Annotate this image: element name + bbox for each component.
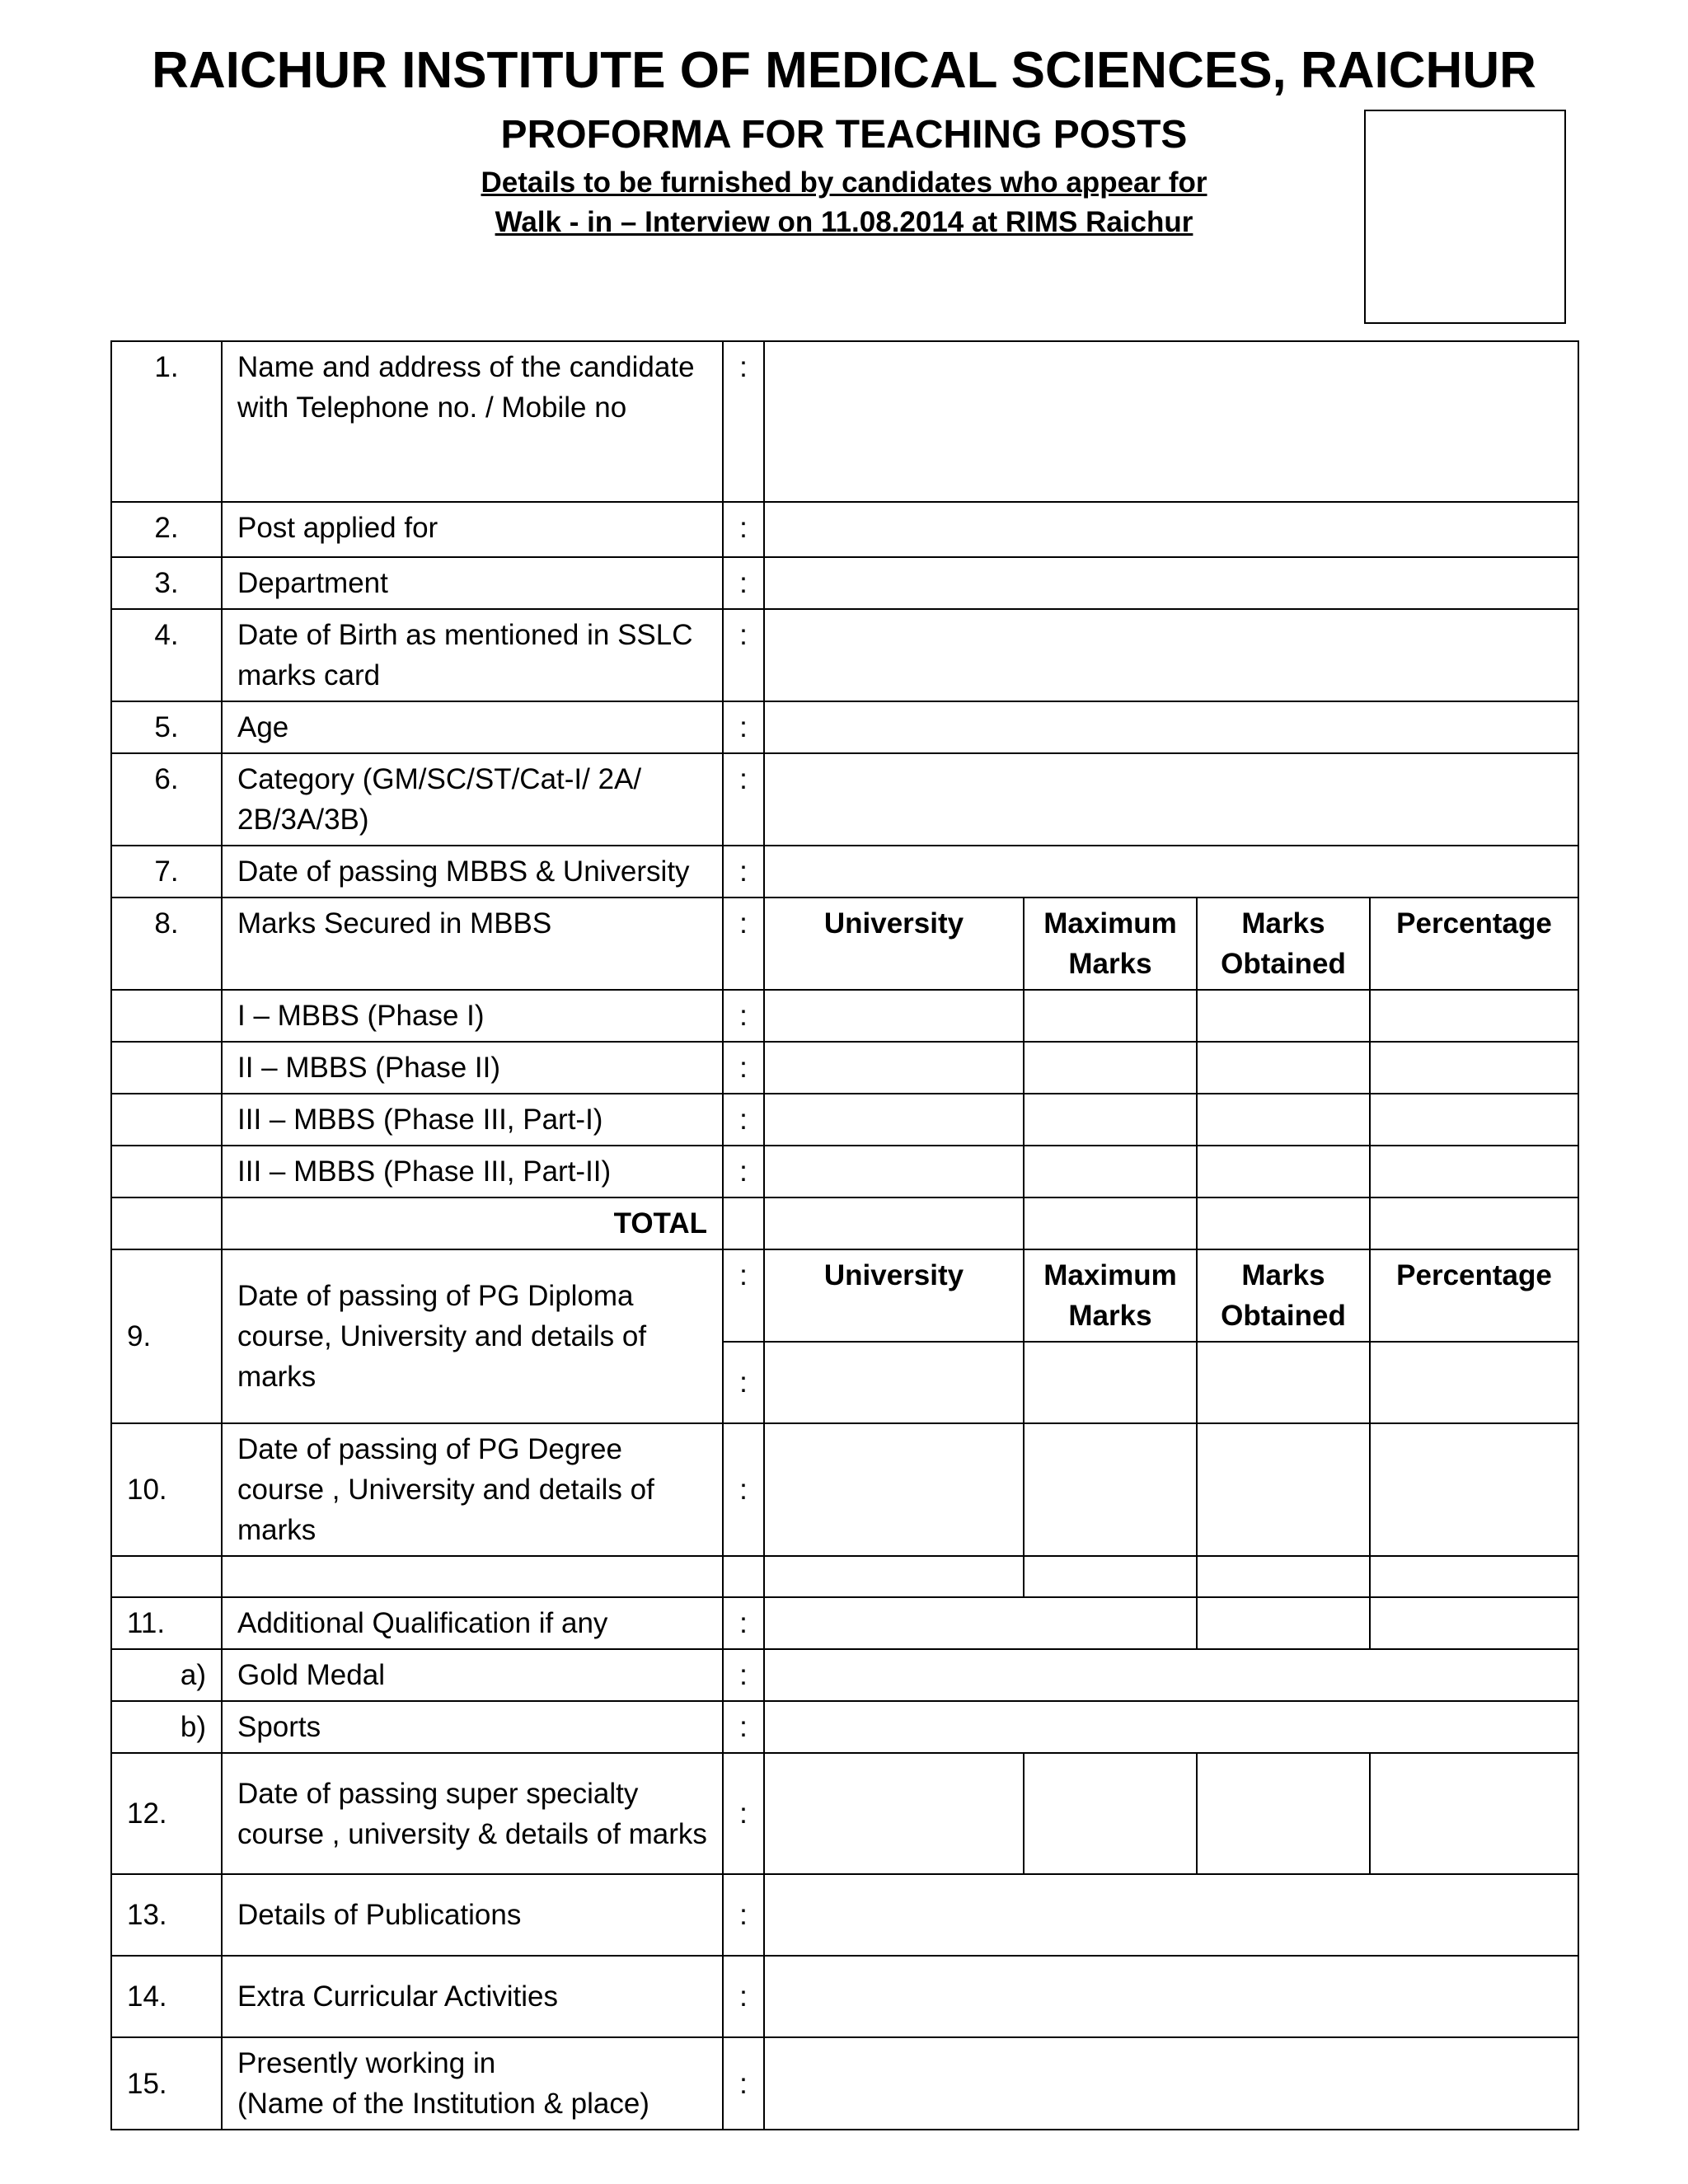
field-label: Date of passing of PG Diploma course, University and details of marks [222, 1249, 723, 1423]
table-row [111, 2037, 1578, 2130]
table-row [111, 557, 1578, 609]
input-cell[interactable] [1370, 1094, 1578, 1146]
input-cell[interactable] [764, 1423, 1024, 1556]
field-label: Marks Secured in MBBS [222, 898, 723, 990]
field-label: Post applied for [222, 502, 723, 557]
input-cell[interactable] [1197, 1146, 1370, 1197]
table-row [111, 753, 1578, 846]
table-row [111, 990, 1578, 1042]
input-cell[interactable] [1197, 1597, 1370, 1649]
input-cell[interactable] [1370, 1197, 1578, 1249]
post-applied-input[interactable] [764, 502, 1578, 557]
table-row [111, 1956, 1578, 2037]
field-label: Date of Birth as mentioned in SSLC marks card [222, 609, 723, 701]
input-cell[interactable] [1024, 1042, 1197, 1094]
colon-separator: : [723, 1874, 764, 1956]
empty-cell [111, 990, 222, 1042]
row-number: 5. [111, 701, 222, 753]
table-row [111, 1423, 1578, 1556]
input-cell[interactable] [764, 1197, 1024, 1249]
empty-cell [723, 1556, 764, 1597]
colon-separator: : [723, 898, 764, 990]
field-label: III – MBBS (Phase III, Part-I) [222, 1094, 723, 1146]
input-cell[interactable] [1370, 1753, 1578, 1874]
row-number: b) [111, 1701, 222, 1753]
input-cell[interactable] [764, 1042, 1024, 1094]
row-number: 11. [111, 1597, 222, 1649]
colon-separator: : [723, 609, 764, 701]
colon-separator: : [723, 1042, 764, 1094]
input-cell[interactable] [764, 1094, 1024, 1146]
row-number: 4. [111, 609, 222, 701]
maximum-marks-header: Maximum Marks [1024, 898, 1197, 990]
empty-cell [111, 1042, 222, 1094]
university-header: University [764, 1249, 1024, 1342]
table-row [111, 1701, 1578, 1753]
empty-cell [111, 1094, 222, 1146]
empty-cell [222, 1556, 723, 1597]
input-cell[interactable] [1370, 1423, 1578, 1556]
colon-separator: : [723, 1649, 764, 1701]
input-cell[interactable] [764, 1597, 1197, 1649]
colon-separator: : [723, 557, 764, 609]
empty-cell [111, 1146, 222, 1197]
colon-separator: : [723, 1249, 764, 1342]
input-cell[interactable] [764, 1556, 1024, 1597]
table-row [111, 701, 1578, 753]
field-label: Details of Publications [222, 1874, 723, 1956]
input-cell[interactable] [764, 1146, 1024, 1197]
table-row [111, 1042, 1578, 1094]
colon-separator: : [723, 1701, 764, 1753]
category-input[interactable] [764, 753, 1578, 846]
input-cell[interactable] [1197, 1423, 1370, 1556]
field-label: Date of passing of PG Degree course , University and details of marks [222, 1423, 723, 1556]
colon-separator: : [723, 1956, 764, 2037]
field-label: Date of passing MBBS & University [222, 846, 723, 898]
field-label: Gold Medal [222, 1649, 723, 1701]
table-row [111, 1146, 1578, 1197]
input-cell[interactable] [764, 990, 1024, 1042]
table-row [111, 341, 1578, 502]
input-cell[interactable] [1370, 1556, 1578, 1597]
table-row [111, 846, 1578, 898]
row-number: 10. [111, 1423, 222, 1556]
table-row [111, 1649, 1578, 1701]
percentage-header: Percentage [1370, 898, 1578, 990]
input-cell[interactable] [1024, 1342, 1197, 1423]
field-label: Category (GM/SC/ST/Cat-I/ 2A/ 2B/3A/3B) [222, 753, 723, 846]
row-number: a) [111, 1649, 222, 1701]
field-label: Age [222, 701, 723, 753]
input-cell[interactable] [1370, 1146, 1578, 1197]
colon-separator: : [723, 1753, 764, 1874]
name-address-input[interactable] [764, 341, 1578, 502]
input-cell[interactable] [1024, 1753, 1197, 1874]
input-cell[interactable] [1197, 1556, 1370, 1597]
row-number: 15. [111, 2037, 222, 2130]
colon-separator: : [723, 990, 764, 1042]
publications-input[interactable] [764, 1874, 1578, 1956]
colon-separator: : [723, 1423, 764, 1556]
row-number: 2. [111, 502, 222, 557]
input-cell[interactable] [1197, 1094, 1370, 1146]
input-cell[interactable] [1370, 1042, 1578, 1094]
row-number: 12. [111, 1753, 222, 1874]
empty-cell [111, 1197, 222, 1249]
colon-separator: : [723, 2037, 764, 2130]
field-label: Extra Curricular Activities [222, 1956, 723, 2037]
table-row [111, 1094, 1578, 1146]
row-number: 7. [111, 846, 222, 898]
input-cell[interactable] [1024, 1197, 1197, 1249]
table-row [111, 1753, 1578, 1874]
photo-box [1364, 110, 1566, 324]
colon-separator: : [723, 1597, 764, 1649]
input-cell[interactable] [1370, 990, 1578, 1042]
input-cell[interactable] [1370, 1342, 1578, 1423]
table-row [111, 898, 1578, 990]
mbbs-passing-input[interactable] [764, 846, 1578, 898]
institute-title: RAICHUR INSTITUTE OF MEDICAL SCIENCES, RAICHUR [152, 42, 1536, 99]
percentage-header: Percentage [1370, 1249, 1578, 1342]
row-number: 1. [111, 341, 222, 502]
empty-cell [111, 1556, 222, 1597]
field-label: Date of passing super specialty course , university & details of marks [222, 1753, 723, 1874]
colon-separator: : [723, 502, 764, 557]
field-label: III – MBBS (Phase III, Part-II) [222, 1146, 723, 1197]
input-cell[interactable] [1197, 1197, 1370, 1249]
age-input[interactable] [764, 701, 1578, 753]
empty-cell [723, 1197, 764, 1249]
maximum-marks-header: Maximum Marks [1024, 1249, 1197, 1342]
colon-separator: : [723, 701, 764, 753]
row-number: 3. [111, 557, 222, 609]
colon-separator: : [723, 1146, 764, 1197]
field-label: I – MBBS (Phase I) [222, 990, 723, 1042]
input-cell[interactable] [1197, 1042, 1370, 1094]
field-label: Presently working in (Name of the Institution & place) [222, 2037, 723, 2130]
row-number: 14. [111, 1956, 222, 2037]
row-number: 13. [111, 1874, 222, 1956]
extra-curricular-input[interactable] [764, 1956, 1578, 2037]
table-row [111, 1556, 1578, 1597]
date-of-birth-input[interactable] [764, 609, 1578, 701]
input-cell[interactable] [1197, 1753, 1370, 1874]
row-number: 9. [111, 1249, 222, 1423]
table-row [111, 502, 1578, 557]
details-subtitle-line-1: Details to be furnished by candidates who appear for [481, 166, 1207, 199]
table-row [111, 1874, 1578, 1956]
colon-separator: : [723, 1094, 764, 1146]
field-label: Sports [222, 1701, 723, 1753]
input-cell[interactable] [1197, 1342, 1370, 1423]
colon-separator: : [723, 753, 764, 846]
marks-obtained-header: Marks Obtained [1197, 898, 1370, 990]
input-cell[interactable] [764, 1753, 1024, 1874]
gold-medal-input[interactable] [764, 1649, 1578, 1701]
sports-input[interactable] [764, 1701, 1578, 1753]
field-label: II – MBBS (Phase II) [222, 1042, 723, 1094]
field-label: Name and address of the candidate with Telephone no. / Mobile no [222, 341, 723, 502]
field-label: Department [222, 557, 723, 609]
input-cell[interactable] [1024, 1556, 1197, 1597]
present-institution-input[interactable] [764, 2037, 1578, 2130]
input-cell[interactable] [1024, 990, 1197, 1042]
table-row [111, 1197, 1578, 1249]
marks-obtained-header: Marks Obtained [1197, 1249, 1370, 1342]
colon-separator: : [723, 341, 764, 502]
details-subtitle-line-2: Walk - in – Interview on 11.08.2014 at RIMS Raichur [495, 206, 1193, 238]
input-cell[interactable] [1024, 1146, 1197, 1197]
proforma-title: PROFORMA FOR TEACHING POSTS [500, 113, 1188, 157]
input-cell[interactable] [1024, 1423, 1197, 1556]
total-label: TOTAL [222, 1197, 723, 1249]
table-row [111, 1597, 1578, 1649]
input-cell[interactable] [764, 1342, 1024, 1423]
university-header: University [764, 898, 1024, 990]
colon-separator: : [723, 1342, 764, 1423]
row-number: 8. [111, 898, 222, 990]
table-row [111, 609, 1578, 701]
input-cell[interactable] [1370, 1597, 1578, 1649]
input-cell[interactable] [1197, 990, 1370, 1042]
input-cell[interactable] [1024, 1094, 1197, 1146]
row-number: 6. [111, 753, 222, 846]
colon-separator: : [723, 846, 764, 898]
application-form-table [110, 340, 1579, 2130]
field-label: Additional Qualification if any [222, 1597, 723, 1649]
table-row [111, 1249, 1578, 1342]
department-input[interactable] [764, 557, 1578, 609]
